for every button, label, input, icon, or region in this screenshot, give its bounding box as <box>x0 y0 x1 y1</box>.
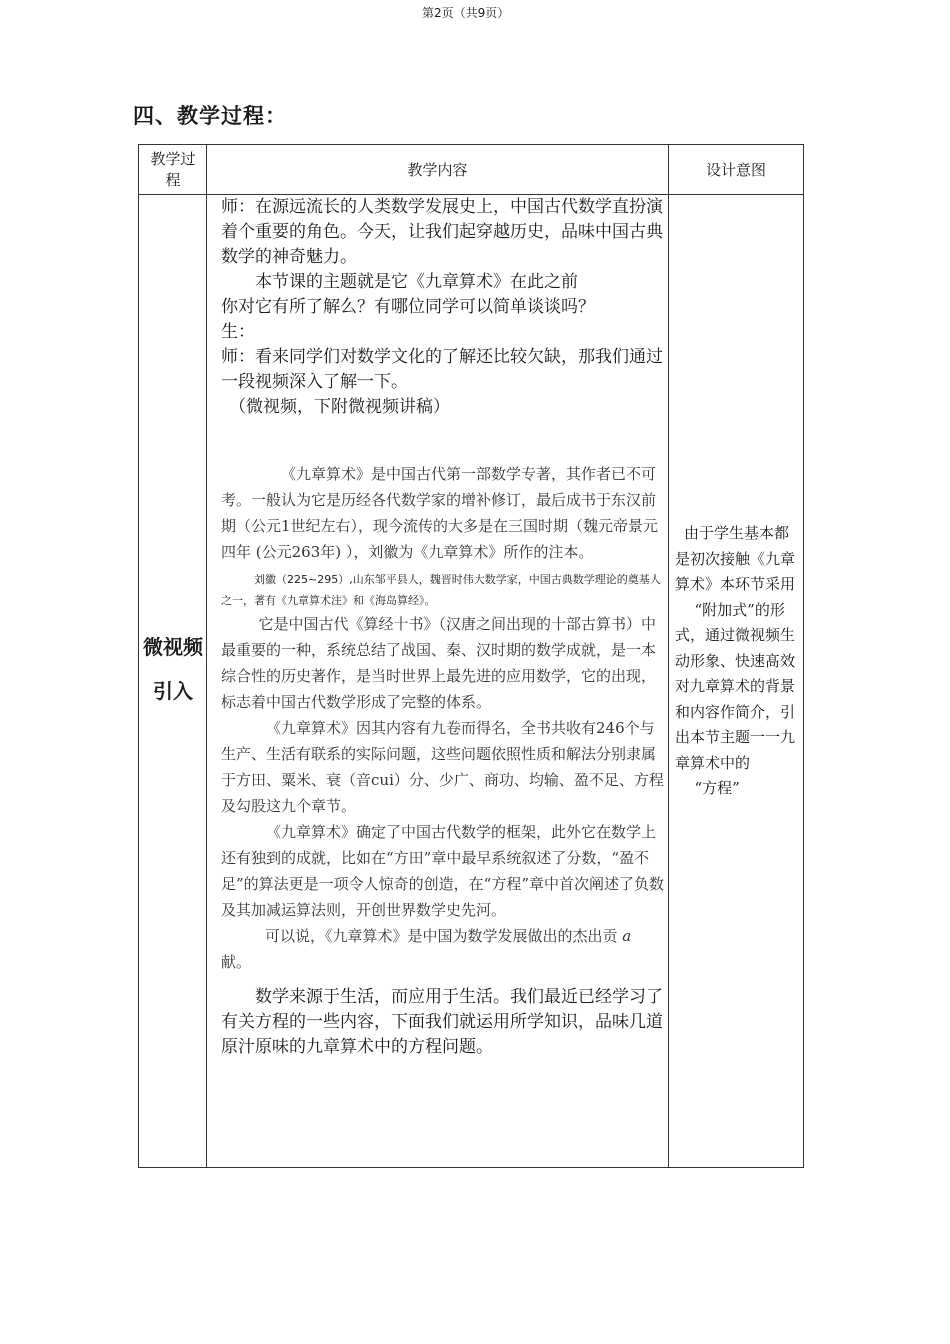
video-note: （微视频，下附微视频讲稿） <box>229 397 450 417</box>
column-divider <box>668 145 669 1167</box>
teaching-content <box>221 195 667 1060</box>
stage-label: 微视频引入 <box>143 635 203 703</box>
transcript-para-4: 《九章算术》确定了中国古代数学的框架，此外它在数学上还有独到的成就，比如在“方田”章中最早系统叙述了分数，“盈不足”的算法更是一项令人惊奇的创造，在“方程”章中首次阐述了负数及其加减运算法则，开创世界数学史先河。 <box>221 823 665 919</box>
header-content: 教学内容 <box>407 161 468 179</box>
intent-part-1: 由于学生基本都是初次接触《九章算术》本环节采用 <box>675 524 796 593</box>
teaching-process-table <box>138 144 804 1168</box>
transcript-para-2: 它是中国古代《算经十书》（汉唐之间出现的十部古算书）中最重要的一种，系统总结了战国、秦、汉时期的数学成就，是一本综合性的历史著作，是当时世界上最先进的应用数学，它的出现，标志着中国古代数学形成了完整的体系。 <box>221 615 657 711</box>
design-intent <box>675 521 799 802</box>
transcript-para-3: 《九章算术》因其内容有九卷而得名，全书共收有246个与生产、生活有联系的实际问题，这些问题依照性质和解法分别隶属于方田、粟米、衰（音cui）分、少广、商功、均输、盈不足、方程及勾股这九个章节。 <box>221 719 664 815</box>
transcript-para-5-end: 献。 <box>221 953 252 971</box>
student-line: 生： <box>221 322 255 342</box>
transition-para: 数学来源于生活，而应用于生活。我们最近已经学习了有关方程的一些内容，下面我们就运用所学知识，品味几道原汁原味的九章算术中的方程问题。 <box>221 987 663 1057</box>
intent-part-2: “附加式”的形式，通过微视频生动形象、快速髙效对九章算术的背景和内容作简介，引出本节主题一一九章算术中的 <box>675 600 796 772</box>
header-intent: 设计意图 <box>705 161 766 179</box>
header-stage: 教学过程 <box>150 149 196 189</box>
transcript-para-1: 《九章算术》是中国古代第一部数学专著，其作者已不可考。一般认为它是历经各代数学家的增补修订，最后成书于东汉前期（公元1世纪左右），现今流传的大多是在三国时期（魏元帝景元四年 (公元263年) ），刘徽为《九章算术》所作的注本。 <box>221 465 659 561</box>
page-number: 第2页（共9页） <box>422 6 510 20</box>
intent-part-3: “方程” <box>694 779 740 797</box>
section-title: 四、教学过程： <box>133 104 287 128</box>
transcript-note-liuhui: 刘徽（225~295）,山东邹平县人，魏晋时伟大数学家，中国古典数学理论的奠基人之一，著有《九章算术注》和《海岛算经》。 <box>221 573 661 607</box>
topic-line: 本节课的主题就是它《九章算术》在此之前 <box>255 272 578 292</box>
transcript-para-5: 可以说，《九章算术》是中国为数学发展做出的杰出贡 a <box>265 927 632 945</box>
teacher-intro: 师：在源远流长的人类数学发展史上，中国古代数学直扮演着个重要的角色。今天，让我们起穿越历史，品味中国古典数学的神奇魅力。 <box>221 197 663 267</box>
teacher-followup: 师：看来同学们对数学文化的了解还比较欠缺，那我们通过一段视频深入了解一下。 <box>221 347 663 392</box>
question-line: 你对它有所了解么？有哪位同学可以简单谈谈吗？ <box>221 297 595 317</box>
